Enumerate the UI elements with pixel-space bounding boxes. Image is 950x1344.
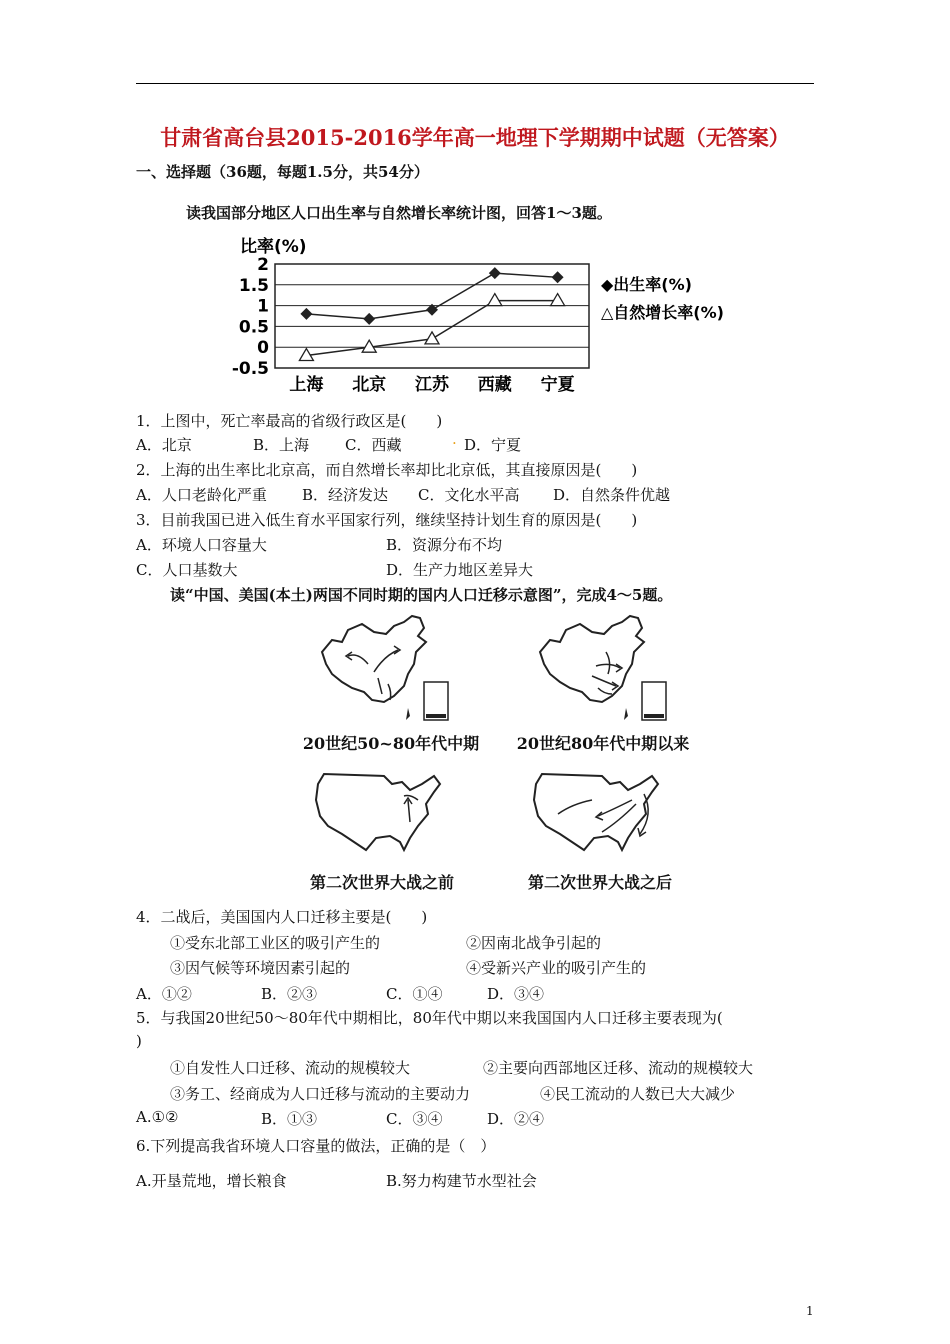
q1-option-d: D．宁夏 — [464, 436, 522, 454]
q5-item-2: ②主要向西部地区迁移、流动的规模较大 — [483, 1059, 754, 1077]
chart-xtick-label: 上海 — [289, 375, 324, 395]
q1-option-b: B．上海 — [253, 436, 310, 454]
chart-legend-entry: ◆出生率(%) — [601, 275, 692, 294]
q2-option-d: D．自然条件优越 — [553, 486, 671, 504]
chart-xtick-label: 西藏 — [477, 375, 512, 395]
q5-option-b: B．①③ — [261, 1110, 318, 1128]
chart-point-birth-rate — [300, 308, 312, 320]
q2-option-c: C．文化水平高 — [418, 486, 520, 504]
q3-option-d: D．生产力地区差异大 — [386, 561, 534, 579]
usa-map-before-ww2 — [314, 770, 446, 856]
q1-option-a: A．北京 — [136, 436, 192, 454]
q5-stem: 5．与我国20世纪50～80年代中期相比，80年代中期以来我国国内人口迁移主要表现为( — [136, 1009, 723, 1027]
china-map-1980s-onward — [536, 612, 668, 724]
q5-option-d: D．②④ — [487, 1110, 545, 1128]
q2-stem: 2．上海的出生率比北京高，而自然增长率却比北京低，其直接原因是( ) — [136, 461, 638, 479]
chart-frame — [275, 264, 589, 368]
q1-stem: 1．上图中，死亡率最高的省级行政区是( ) — [136, 412, 443, 430]
q5-item-4: ④民工流动的人数已大大减少 — [540, 1085, 736, 1103]
q3-stem: 3．目前我国已进入低生育水平国家行列，继续坚持计划生育的原因是( ) — [136, 511, 638, 529]
section-heading: 一、选择题（36题，每题1.5分，共54分） — [136, 163, 429, 181]
chart-ylabel: 比率(%) — [240, 237, 307, 257]
q2-option-b: B．经济发达 — [302, 486, 389, 504]
chart-point-birth-rate — [363, 313, 375, 325]
q4-item-1: ①受东北部工业区的吸引产生的 — [170, 934, 381, 952]
map-caption-china-2: 20世纪80年代中期以来 — [516, 734, 690, 753]
chart-ytick-label: 2 — [257, 255, 269, 275]
chart-xtick-label: 北京 — [352, 375, 387, 395]
chart-ytick-label: 0.5 — [238, 317, 269, 338]
chart-ytick-label: 1.5 — [238, 275, 269, 296]
q5-option-a: A.①② — [136, 1108, 179, 1126]
chart-xtick-label: 宁夏 — [540, 375, 575, 395]
chart-ytick-label: 1 — [257, 296, 269, 317]
q5-option-c: C．③④ — [386, 1110, 443, 1128]
chart-point-growth-rate — [488, 294, 502, 306]
q6-option-a: A.开垦荒地，增长粮食 — [136, 1172, 287, 1190]
chart-point-growth-rate — [551, 294, 565, 306]
birth-rate-chart — [228, 228, 768, 400]
page-number: 1 — [806, 1304, 814, 1318]
q2-option-a: A．人口老龄化严重 — [136, 486, 267, 504]
chart-ytick-label: -0.5 — [231, 359, 269, 379]
usa-map-after-ww2 — [532, 770, 664, 856]
q4-option-c: C．①④ — [386, 985, 443, 1003]
q3-option-b: B．资源分布不均 — [386, 536, 503, 554]
q6-stem: 6.下列提高我省环境人口容量的做法，正确的是（ ） — [136, 1137, 496, 1155]
q3-option-c: C．人口基数大 — [136, 561, 238, 579]
map-caption-usa-2: 第二次世界大战之后 — [527, 873, 672, 892]
q1-option-c: C．西藏 — [345, 436, 402, 454]
header-rule — [136, 83, 814, 84]
q4-item-2: ②因南北战争引起的 — [466, 934, 602, 952]
map-caption-usa-1: 第二次世界大战之前 — [309, 873, 454, 892]
intro-questions-1-3: 读我国部分地区人口出生率与自然增长率统计图，回答1～3题。 — [186, 204, 612, 222]
q4-item-3: ③因气候等环境因素引起的 — [170, 959, 351, 977]
q3-option-a: A．环境人口容量大 — [136, 536, 267, 554]
chart-point-birth-rate — [552, 271, 564, 283]
chart-xtick-label: 江苏 — [415, 375, 449, 395]
chart-point-birth-rate — [489, 267, 501, 279]
map-caption-china-1: 20世纪50~80年代中期 — [302, 734, 480, 753]
chart-legend-entry: △自然增长率(%) — [601, 303, 724, 322]
q4-option-a: A．①② — [136, 985, 192, 1003]
chart-ytick-label: 0 — [257, 338, 269, 359]
intro-questions-4-5: 读“中国、美国(本土)两国不同时期的国内人口迁移示意图”，完成4～5题。 — [170, 586, 673, 604]
q5-item-1: ①自发性人口迁移、流动的规模较大 — [170, 1059, 411, 1077]
q4-option-d: D．③④ — [487, 985, 545, 1003]
q4-stem: 4．二战后，美国国内人口迁移主要是( ) — [136, 908, 428, 926]
stray-dot-mark: . — [452, 430, 457, 448]
page-title: 甘肃省高台县2015-2016学年高一地理下学期期中试题（无答案） — [160, 125, 790, 150]
q6-option-b: B.努力构建节水型社会 — [386, 1172, 537, 1190]
q4-option-b: B．②③ — [261, 985, 318, 1003]
chart-point-growth-rate — [425, 332, 439, 344]
china-map-1950s-1980s — [318, 612, 450, 724]
q4-item-4: ④受新兴产业的吸引产生的 — [466, 959, 647, 977]
q5-item-3: ③务工、经商成为人口迁移与流动的主要动力 — [170, 1085, 471, 1103]
q5-stem-continued: ) — [136, 1032, 142, 1050]
